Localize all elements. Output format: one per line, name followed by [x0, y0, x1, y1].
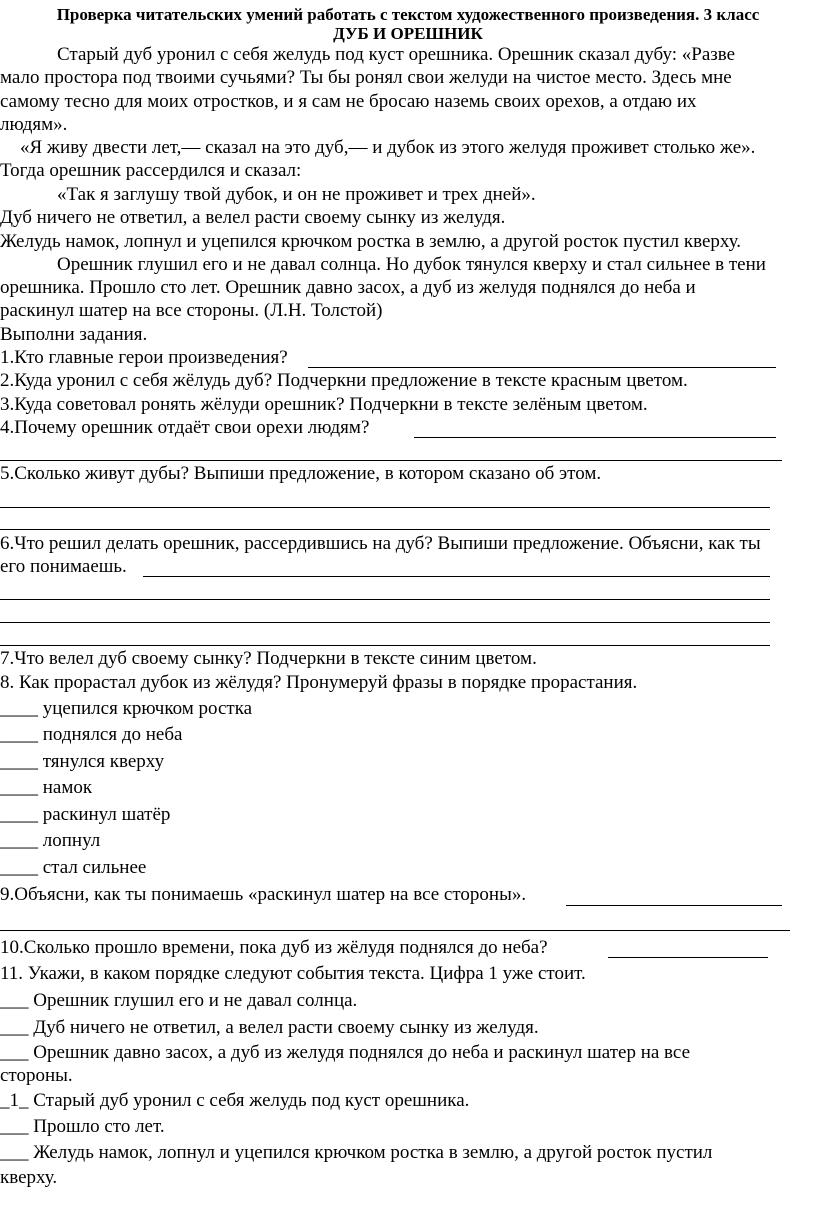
story-line: раскинул шатер на все стороны. (Л.Н. Толстой): [0, 300, 383, 321]
answer-line-5b[interactable]: [0, 529, 770, 530]
answer-line-5a[interactable]: [0, 507, 770, 508]
story-line: орешника. Прошло сто лет. Орешник давно засох, а дуб из желудя поднялся до неба и: [0, 277, 696, 298]
question-6: 6.Что решил делать орешник, рассердившись на дуб? Выпиши предложение. Объясни, как ты: [0, 533, 761, 554]
question-9: 9.Объясни, как ты понимаешь «раскинул шатер на все стороны».: [0, 884, 527, 905]
list-item[interactable]: ___ Дуб ничего не ответил, а велел расти своему сынку из желудя.: [0, 1017, 539, 1038]
story-line: Старый дуб уронил с себя желудь под куст орешника. Орешник сказал дубу: «Разве: [57, 44, 736, 65]
question-6-cont: его понимаешь.: [0, 556, 127, 577]
answer-line-9a[interactable]: [566, 905, 782, 906]
list-item[interactable]: ____ поднялся до неба: [0, 724, 183, 745]
answer-line-10[interactable]: [608, 957, 768, 958]
answer-line-6b[interactable]: [0, 599, 770, 600]
story-line: мало простора под твоими сучьями? Ты бы ронял свои желуди на чистое место. Здесь мне: [0, 67, 732, 88]
list-item[interactable]: ____ стал сильнее: [0, 857, 147, 878]
list-item[interactable]: ___ Орешник давно засох, а дуб из желудя поднялся до неба и раскинул шатер на все: [0, 1042, 691, 1063]
question-3: 3.Куда советовал ронять жёлуди орешник? Подчеркни в тексте зелёным цветом.: [0, 394, 648, 415]
story-title: ДУБ И ОРЕШНИК: [333, 24, 483, 43]
list-item[interactable]: ____ лопнул: [0, 830, 101, 851]
story-line: «Так я заглушу твой дубок, и он не проживет и трех дней».: [57, 184, 536, 205]
question-7: 7.Что велел дуб своему сынку? Подчеркни в тексте синим цветом.: [0, 648, 537, 669]
list-item[interactable]: ___ Желудь намок, лопнул и уцепился крючком ростка в землю, а другой росток пустил: [0, 1142, 713, 1163]
answer-line-6a[interactable]: [143, 576, 770, 577]
list-item-cont: стороны.: [0, 1065, 73, 1086]
answer-line-6c[interactable]: [0, 622, 770, 623]
list-item[interactable]: ___ Орешник глушил его и не давал солнца.: [0, 990, 358, 1011]
list-item[interactable]: ____ тянулся кверху: [0, 751, 165, 772]
list-item[interactable]: ____ намок: [0, 777, 93, 798]
list-item[interactable]: ____ уцепился крючком ростка: [0, 698, 253, 719]
story-line: людям».: [0, 114, 68, 135]
list-item-cont: кверху.: [0, 1167, 58, 1188]
question-10: 10.Сколько прошло времени, пока дуб из жёлудя поднялся до неба?: [0, 937, 548, 958]
list-item[interactable]: ___ Прошло сто лет.: [0, 1116, 165, 1137]
list-item[interactable]: _1_ Старый дуб уронил с себя желудь под куст орешника.: [0, 1090, 470, 1111]
answer-line-9b[interactable]: [0, 930, 790, 931]
tasks-intro: Выполни задания.: [0, 324, 148, 345]
story-line: самому тесно для моих отростков, и я сам не бросаю наземь своих орехов, а отдаю их: [0, 91, 697, 112]
question-5: 5.Сколько живут дубы? Выпиши предложение, в котором сказано об этом.: [0, 463, 602, 484]
story-line: «Я живу двести лет,— сказал на это дуб,— и дубок из этого желудя проживет столько же».: [20, 137, 756, 158]
story-line: Дуб ничего не ответил, а велел расти своему сынку из желудя.: [0, 207, 506, 228]
story-line: Орешник глушил его и не давал солнца. Но дубок тянулся кверху и стал сильнее в тени: [57, 254, 766, 275]
answer-line-4a[interactable]: [414, 437, 776, 438]
question-1: 1.Кто главные герои произведения?: [0, 347, 288, 368]
question-8: 8. Как прорастал дубок из жёлудя? Пронумеруй фразы в порядке прорастания.: [0, 672, 638, 693]
question-11: 11. Укажи, в каком порядке следуют события текста. Цифра 1 уже стоит.: [0, 963, 586, 984]
answer-line-1[interactable]: [308, 367, 776, 368]
answer-line-6d[interactable]: [0, 645, 770, 646]
question-4: 4.Почему орешник отдаёт свои орехи людям?: [0, 417, 370, 438]
answer-line-4b[interactable]: [0, 460, 782, 461]
worksheet-title: Проверка читательских умений работать с текстом художественного произведения. 3 класс: [56, 5, 760, 24]
question-2: 2.Куда уронил с себя жёлудь дуб? Подчеркни предложение в тексте красным цветом.: [0, 370, 688, 391]
list-item[interactable]: ____ раскинул шатёр: [0, 804, 171, 825]
story-line: Желудь намок, лопнул и уцепился крючком ростка в землю, а другой росток пустил кверху.: [0, 231, 742, 252]
story-line: Тогда орешник рассердился и сказал:: [0, 160, 302, 181]
